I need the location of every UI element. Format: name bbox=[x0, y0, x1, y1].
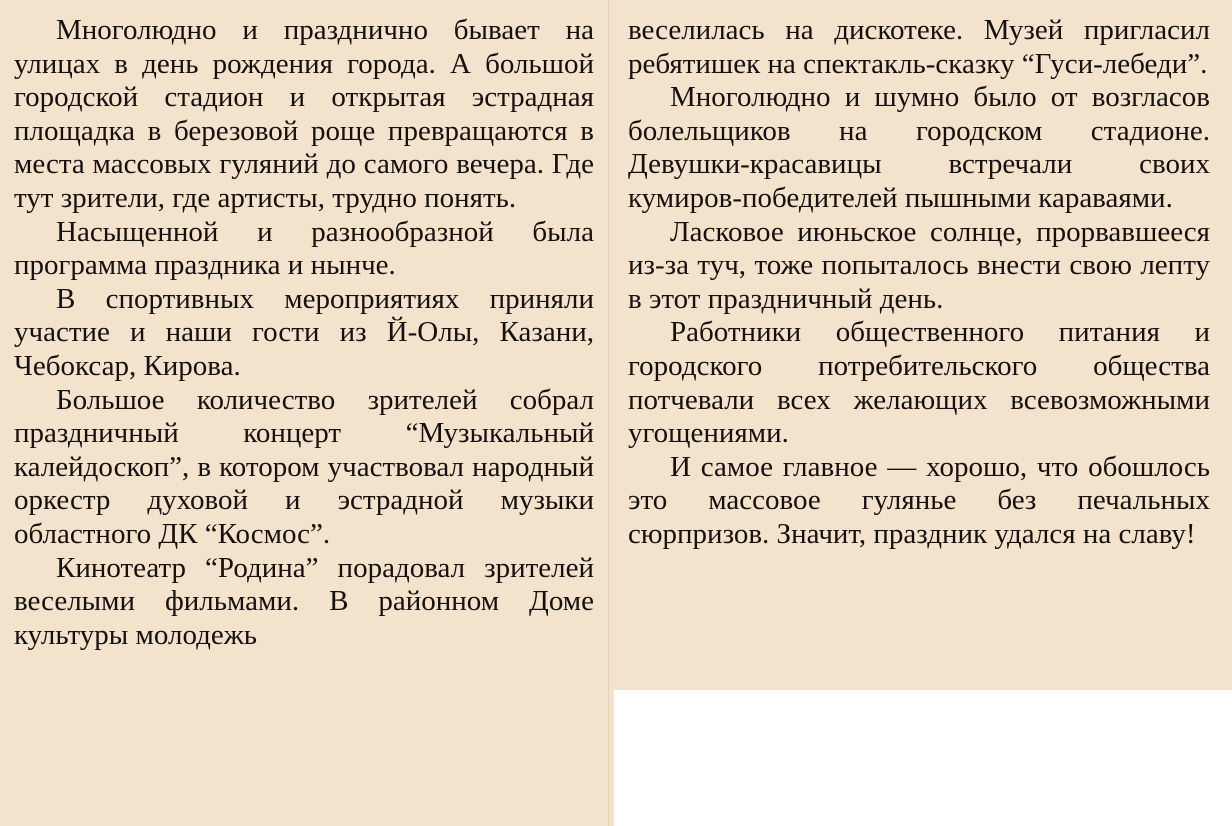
article-paragraph: Насыщенной и разнообразной была программа праздника и нынче. bbox=[14, 215, 594, 282]
article-right-column bbox=[628, 14, 1210, 552]
article-paragraph: Кинотеатр “Родина” порадовал зрителей веселыми фильмами. В районном Доме культуры молодежь bbox=[14, 551, 594, 651]
article-paragraph: Многолюдно и празднично бывает на улицах в день рождения города. А большой городской стадион и открытая эстрадная площадка в березовой роще превращаются в места массовых гуляний до самого вечера. Где тут зрители, где артисты, трудно понять. bbox=[14, 14, 594, 214]
column-divider bbox=[608, 0, 609, 826]
article-paragraph: Большое количество зрителей собрал праздничный концерт “Музыкальный калейдоскоп”, в котором участвовал народный оркестр духовой и эстрадной музыки областного ДК “Космос”. bbox=[14, 383, 594, 550]
article-paragraph: В спортивных мероприятиях приняли участие и наши гости из Й-Олы, Казани, Чебоксар, Кирова. bbox=[14, 282, 594, 382]
article-paragraph: Работники общественного питания и городского потребительского общества потчевали всех желающих всевозможными угощениями. bbox=[628, 316, 1210, 450]
blank-area bbox=[614, 690, 1232, 826]
article-paragraph: И самое главное — хорошо, что обошлось это массовое гулянье без печальных сюрпризов. Значит, праздник удался на славу! bbox=[628, 450, 1210, 550]
article-paragraph-continuation: веселилась на дискотеке. Музей пригласил ребятишек на спектакль-сказку “Гуси-лебеди”. bbox=[628, 14, 1210, 80]
article-paragraph: Многолюдно и шумно было от возгласов болельщиков на городском стадионе. Девушки-красавицы встречали своих кумиров-победителей пышными караваями. bbox=[628, 81, 1210, 214]
article-left-column bbox=[14, 14, 594, 652]
article-paragraph: Ласковое июньское солнце, прорвавшееся из-за туч, тоже попыталось внести свою лепту в этот праздничный день. bbox=[628, 215, 1210, 315]
